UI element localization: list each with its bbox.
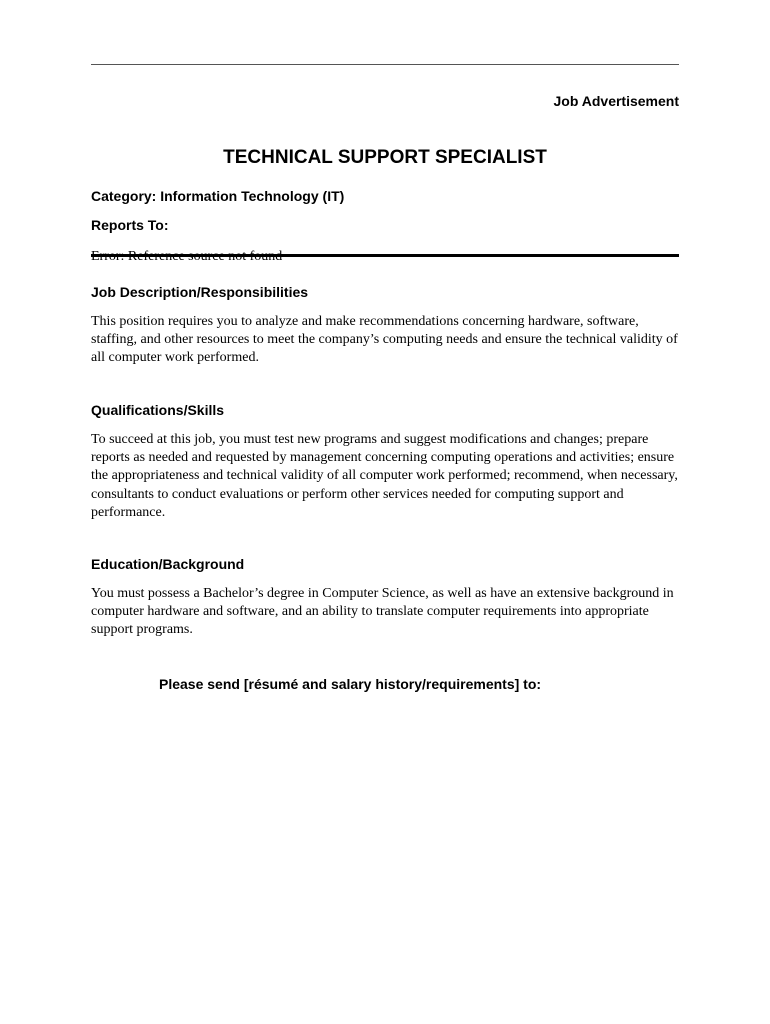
education-body: You must possess a Bachelor’s degree in Computer Science, as well as have an extensive background in computer hardware and software, and an ability to translate computer requirements into appropriate support programs. (91, 586, 674, 638)
qualifications-body: To succeed at this job, you must test new programs and suggest modifications and changes; prepare reports as needed and requested by management concerning computing operations and activities; ensure the appropriateness and technical validity of all computer work performed; recommend, when necessary, consultants to conduct evaluations or perform other services needed for computing support and performance. (91, 432, 678, 520)
job-category: Category: Information Technology (IT) (91, 188, 345, 204)
document-type-label: Job Advertisement (553, 93, 679, 109)
description-heading: Job Description/Responsibilities (91, 284, 309, 300)
job-title: TECHNICAL SUPPORT SPECIALIST (223, 147, 547, 168)
header-divider (91, 64, 679, 65)
application-instructions: Please send [résumé and salary history/requirements] to: (159, 676, 542, 692)
reports-to-row (91, 247, 679, 265)
reports-to-value (91, 249, 282, 265)
reports-to-label: Reports To: (91, 217, 169, 233)
qualifications-heading: Qualifications/Skills (91, 402, 225, 418)
education-heading: Education/Background (91, 556, 245, 572)
description-body: This position requires you to analyze and make recommendations concerning hardware, software, staffing, and other resources to meet the company’s computing needs and ensure the technical validity of all computer work performed. (91, 314, 678, 366)
section-divider (91, 254, 679, 257)
